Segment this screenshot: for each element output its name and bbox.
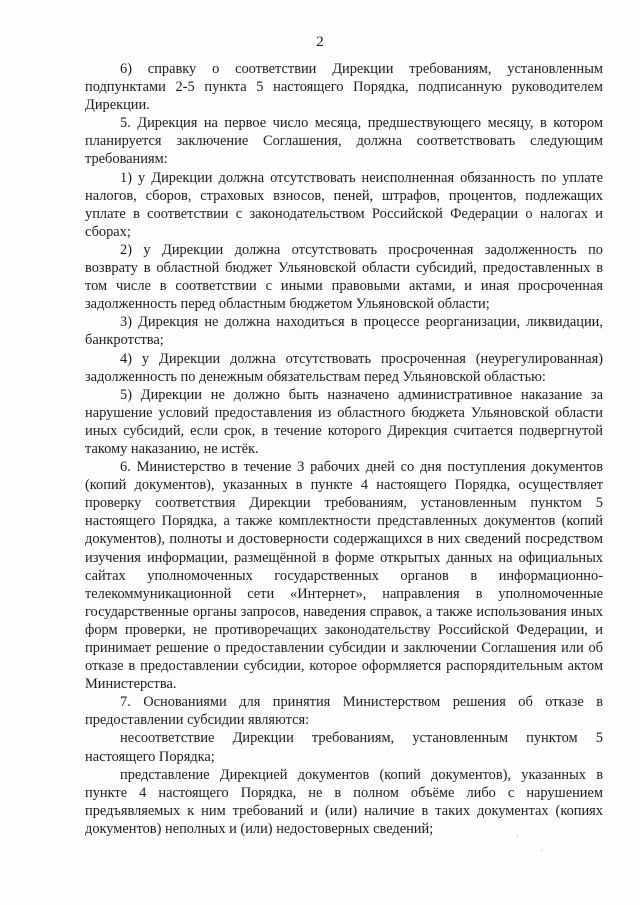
scan-speck: · [540,846,543,855]
paragraph-refusal-ground-1: несоответствие Дирекции требованиям, установленным пунктом 5 настоящего Порядка; [85,730,603,765]
paragraph-requirement-4: 4) у Дирекции должна отсутствовать просроченная (неурегулированная) задолженность по денежным обязательствам перед Ульяновской областью: [85,350,603,385]
paragraph-requirement-3: 3) Дирекция не должна находиться в процессе реорганизации, ликвидации, банкротства; [85,314,603,349]
paragraph-subitem-6: 6) справку о соответствии Дирекции требованиям, установленным подпунктами 2-5 пункта 5 настоящего Порядка, подписанную руководителем Дирекции. [85,61,603,114]
scan-speck: · [516,832,519,841]
paragraph-requirement-2: 2) у Дирекции должна отсутствовать просроченная задолженность по возврату в областной бюджет Ульяновской области субсидий, предоставленных в том числе в соответствии с иными правовыми актами, и иная просроченная задолженность перед областным бюджетом Ульяновской области; [85,241,603,313]
paragraph-requirement-5: 5) Дирекции не должно быть назначено административное наказание за нарушение условий предоставления из областного бюджета Ульяновской области иных субсидий, если срок, в течение которого Дирекция считается подвергнутой такому наказанию, не истёк. [85,386,603,457]
paragraph-clause-5: 5. Дирекция на первое число месяца, предшествующего месяцу, в котором планируется заключение Соглашения, должна соответствовать следующим требованиям: [85,115,603,168]
paragraph-refusal-ground-2: представление Дирекцией документов (копий документов), указанных в пункте 4 настоящего Порядка, не в полном объёме либо с нарушением предъявляемых к ним требований и (или) наличие в таких документах (копиях документов) неполных и (или) недостоверных сведений; [85,766,603,837]
paragraph-clause-6: 6. Министерство в течение 3 рабочих дней со дня поступления документов (копий документов), указанных в пункте 4 настоящего Порядка, осуществляет проверку соответствия Дирекции требованиям, установленным пунктом 5 настоящего Порядка, а также комплектности представленных документов (копий документов), полноты и достоверности содержащихся в них сведений посредством изучения информации, размещённой в форме открытых данных на официальных сайтах уполномоченных государственных органов в информационно-телекоммуникационной сети «Интернет», направления в уполномоченные государственные органы запросов, наведения справок, а также использования иных форм проверки, не противоречащих законодательству Российской Федерации, и принимает решение о предоставлении субсидии и заключении Соглашения или об отказе в предоставлении субсидии, которое оформляется распорядительным актом Министерства. [85,459,603,693]
paragraph-clause-7: 7. Основаниями для принятия Министерством решения об отказе в предоставлении субсидии являются: [85,694,603,729]
document-body [85,60,603,838]
page-number: 2 [316,34,324,50]
paragraph-requirement-1: 1) у Дирекции должна отсутствовать неисполненная обязанность по уплате налогов, сборов, страховых взносов, пеней, штрафов, процентов, подлежащих уплате в соответствии с законодательством Российской Федерации о налогах и сборах; [85,169,603,240]
